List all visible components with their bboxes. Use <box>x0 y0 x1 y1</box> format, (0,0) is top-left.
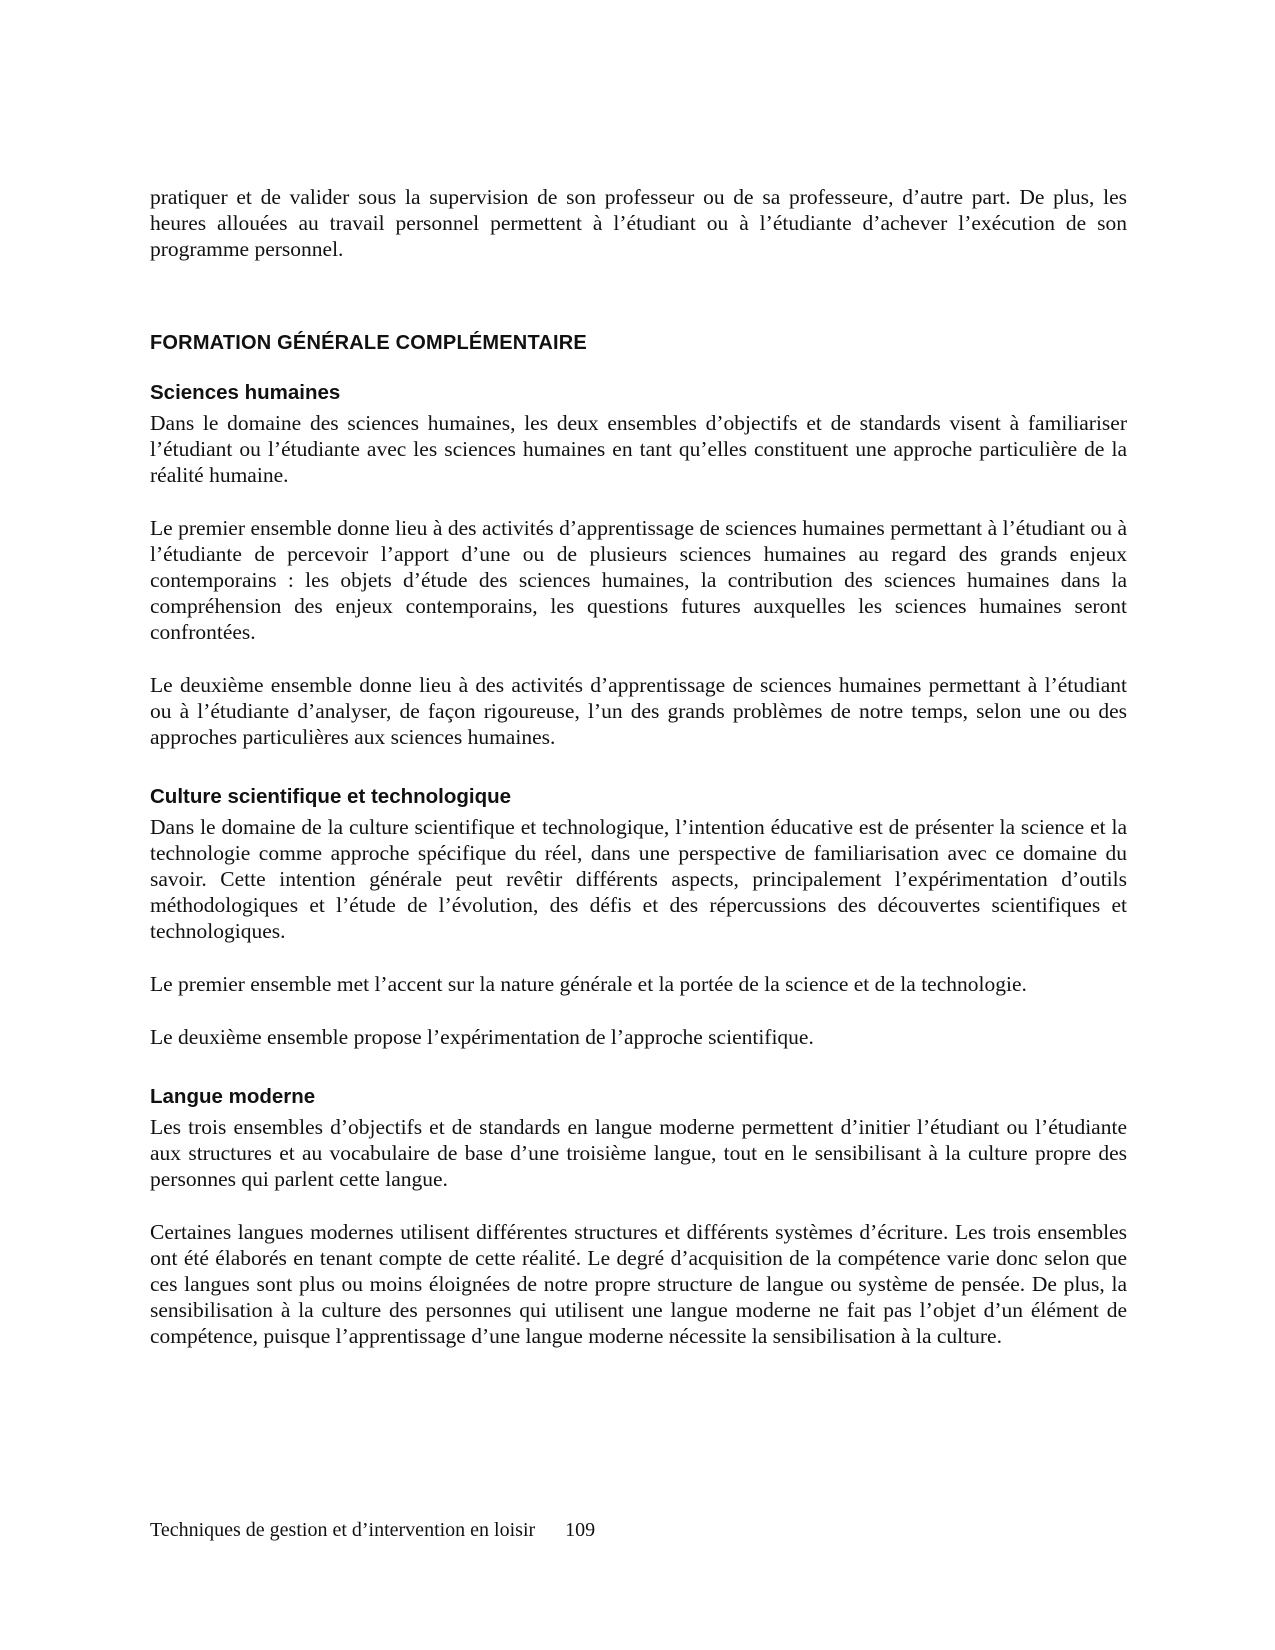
paragraph: Dans le domaine des sciences humaines, les deux ensembles d’objectifs et de standards visent à familiariser l’étudiant ou l’étudiante avec les sciences humaines en tant qu’elles constituent une approche particulière de la réalité humaine. <box>150 411 1127 487</box>
document-page <box>150 184 1127 1376</box>
subsection-sciences-humaines <box>150 380 1127 750</box>
intro-paragraph: pratiquer et de valider sous la supervision de son professeur ou de sa professeure, d’autre part. De plus, les heures allouées au travail personnel permettent à l’étudiant ou à l’étudiante d’achever l’exécution de son programme personnel. <box>150 185 1127 261</box>
paragraph: Certaines langues modernes utilisent différentes structures et différents systèmes d’écriture. Les trois ensembles ont été élaborés en tenant compte de cette réalité. Le degré d’acquisition de la compétence varie donc selon que ces langues sont plus ou moins éloignées de notre propre structure de langue ou système de pensée. De plus, la sensibilisation à la culture des personnes qui utilisent une langue moderne ne fait pas l’objet d’un élément de compétence, puisque l’apprentissage d’une langue moderne nécessite la sensibilisation à la culture. <box>150 1220 1127 1348</box>
subsection-langue-moderne <box>150 1084 1127 1349</box>
page-number: 109 <box>565 1519 596 1541</box>
footer-title: Techniques de gestion et d’intervention en loisir <box>150 1519 536 1541</box>
paragraph: Le deuxième ensemble propose l’expérimentation de l’approche scientifique. <box>150 1025 814 1049</box>
section-title: FORMATION GÉNÉRALE COMPLÉMENTAIRE <box>150 332 587 354</box>
page-footer <box>150 1518 595 1542</box>
paragraph: Le premier ensemble met l’accent sur la nature générale et la portée de la science et de la technologie. <box>150 972 1027 996</box>
paragraph: Les trois ensembles d’objectifs et de standards en langue moderne permettent d’initier l’étudiant ou l’étudiante aux structures et au vocabulaire de base d’une troisième langue, tout en le sensibilisant à la culture propre des personnes qui parlent cette langue. <box>150 1115 1127 1191</box>
subsection-title-culture-scientifique: Culture scientifique et technologique <box>150 785 512 808</box>
subsection-culture-scientifique <box>150 784 1127 1050</box>
paragraph: Le deuxième ensemble donne lieu à des activités d’apprentissage de sciences humaines permettant à l’étudiant ou à l’étudiante d’analyser, de façon rigoureuse, l’un des grands problèmes de notre temps, selon une ou des approches particulières aux sciences humaines. <box>150 673 1127 749</box>
paragraph: Dans le domaine de la culture scientifique et technologique, l’intention éducative est de présenter la science et la technologie comme approche spécifique du réel, dans une perspective de familiarisation avec ce domaine du savoir. Cette intention générale peut revêtir différents aspects, principalement l’expérimentation d’outils méthodologiques et l’étude de l’évolution, des défis et des répercussions des découvertes scientifiques et technologiques. <box>150 815 1127 943</box>
subsection-title-langue-moderne: Langue moderne <box>150 1085 316 1108</box>
paragraph: Le premier ensemble donne lieu à des activités d’apprentissage de sciences humaines permettant à l’étudiant ou à l’étudiante de percevoir l’apport d’une ou de plusieurs sciences humaines au regard des grands enjeux contemporains : les objets d’étude des sciences humaines, la contribution des sciences humaines dans la compréhension des enjeux contemporains, les questions futures auxquelles les sciences humaines seront confrontées. <box>150 516 1127 644</box>
subsection-title-sciences-humaines: Sciences humaines <box>150 381 341 404</box>
